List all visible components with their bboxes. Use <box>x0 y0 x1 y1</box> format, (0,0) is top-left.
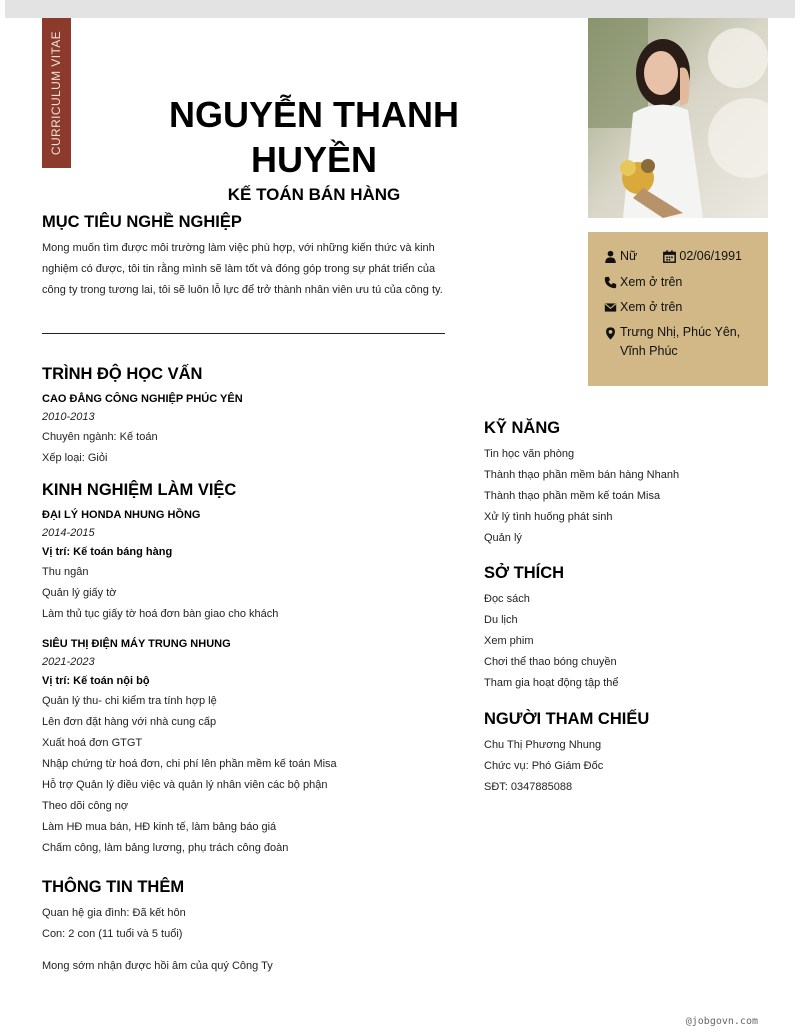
hobby-item: Du lịch <box>484 614 518 626</box>
job-role: Vị trí: Kế toán báng hàng <box>42 546 173 558</box>
person-icon <box>604 250 618 264</box>
hobbies-heading: SỞ THÍCH <box>484 564 565 582</box>
hobby-item: Chơi thể thao bóng chuyền <box>484 656 617 668</box>
address-value: Trưng Nhị, Phúc Yên, Vĩnh Phúc <box>620 324 741 358</box>
profile-photo <box>588 18 768 218</box>
job-title: KẾ TOÁN BÁN HÀNG <box>227 185 401 204</box>
hobbies-section <box>484 564 774 694</box>
hobby-item: Đọc sách <box>484 593 530 605</box>
hobby-item: Tham gia hoạt động tập thể <box>484 677 619 689</box>
job-task: Quản lý thu- chi kiểm tra tính hợp lệ <box>42 695 217 707</box>
watermark-text: @jobgovn.com <box>685 1016 758 1027</box>
additional-info-section <box>42 878 462 977</box>
job-task: Hỗ trợ Quản lý điều việc và quản lý nhân viên các bộ phận <box>42 779 328 791</box>
additional-info-line: Quan hệ gia đình: Đã kết hôn <box>42 907 186 919</box>
name-line-2: HUYỀN <box>250 139 378 180</box>
job-task: Thu ngân <box>42 566 89 578</box>
top-bar <box>5 0 795 18</box>
school-name: CAO ĐẲNG CÔNG NGHIỆP PHÚC YÊN <box>42 393 243 405</box>
phone-value: Xem ở trên <box>620 274 683 289</box>
cv-label: CURRICULUM VITAE <box>49 30 64 156</box>
dob-value: 02/06/1991 <box>679 249 742 263</box>
contact-row-phone <box>604 275 768 301</box>
job-period: 2021-2023 <box>42 656 95 668</box>
experience-section <box>42 481 462 859</box>
closing-line: Mong sớm nhận được hồi âm của quý Công Ty <box>42 960 273 972</box>
curriculum-vitae-tab <box>42 18 71 168</box>
company-name: SIÊU THỊ ĐIỆN MÁY TRUNG NHUNG <box>42 638 231 650</box>
name-line-1: NGUYỄN THANH <box>168 94 459 135</box>
skill-item: Xử lý tình huống phát sinh <box>484 511 613 523</box>
objective-text: Mong muốn tìm được môi trường làm việc phù hợp, với những kiến thức và kinh nghiệm có được, tôi tin rằng mình sẽ làm tốt và đóng góp trong sự phát triển của công ty trong tương lai, tôi sẽ luôn lỗ lực để trở thành nhân viên ưu tú của công ty. <box>42 242 443 296</box>
additional-info-heading: THÔNG TIN THÊM <box>42 878 185 896</box>
skills-section <box>484 419 774 549</box>
hobby-item: Xem phim <box>484 635 534 647</box>
job-entry <box>42 506 462 625</box>
job-task: Lên đơn đặt hàng với nhà cung cấp <box>42 716 217 728</box>
objective-heading: MỤC TIÊU NGHỀ NGHIỆP <box>42 213 242 231</box>
reference-item: Chu Thị Phương Nhung <box>484 739 602 751</box>
calendar-icon <box>663 250 677 264</box>
candidate-name <box>145 92 483 182</box>
map-pin-icon <box>604 327 618 341</box>
job-period: 2014-2015 <box>42 527 95 539</box>
skill-item: Thành thạo phần mềm kế toán Misa <box>484 490 661 502</box>
experience-heading: KINH NGHIỆM LÀM VIỆC <box>42 481 237 499</box>
email-value: Xem ở trên <box>620 300 683 314</box>
cv-page <box>5 18 795 1035</box>
job-task: Nhập chứng từ hoá đơn, chi phí lên phần mềm kế toán Misa <box>42 758 337 770</box>
job-task: Xuất hoá đơn GTGT <box>42 737 143 749</box>
education-grade: Xếp loại: Giỏi <box>42 452 108 464</box>
references-section <box>484 710 774 798</box>
job-task: Làm HĐ mua bán, HĐ kinh tế, làm bảng báo giá <box>42 821 277 833</box>
contact-row-gender-dob <box>604 249 768 275</box>
reference-item: SĐT: 0347885088 <box>484 781 573 793</box>
job-role: Vị trí: Kế toán nội bộ <box>42 675 150 687</box>
reference-item: Chức vụ: Phó Giám Đốc <box>484 760 604 772</box>
job-task: Chấm công, làm bảng lương, phụ trách công đoàn <box>42 842 289 854</box>
gender-value: Nữ <box>620 249 638 263</box>
contact-box <box>588 232 768 386</box>
skill-item: Thành thạo phần mềm bán hàng Nhanh <box>484 469 680 481</box>
section-divider <box>42 333 445 334</box>
skill-item: Quản lý <box>484 532 522 544</box>
skills-heading: KỸ NĂNG <box>484 419 561 437</box>
company-name: ĐẠI LÝ HONDA NHUNG HỒNG <box>42 509 201 521</box>
education-section <box>42 365 462 469</box>
envelope-icon <box>604 301 618 315</box>
job-task: Làm thủ tục giấy tờ hoá đơn bàn giao cho khách <box>42 608 279 620</box>
objective-section <box>42 213 452 301</box>
education-period: 2010-2013 <box>42 411 95 423</box>
job-entry <box>42 635 462 859</box>
job-task: Quản lý giấy tờ <box>42 587 117 599</box>
phone-icon <box>604 276 618 290</box>
references-heading: NGƯỜI THAM CHIẾU <box>484 710 650 728</box>
additional-info-line: Con: 2 con (11 tuổi và 5 tuổi) <box>42 928 183 940</box>
job-task: Theo dõi công nợ <box>42 800 129 812</box>
education-major: Chuyên ngành: Kế toán <box>42 431 158 443</box>
education-heading: TRÌNH ĐỘ HỌC VẤN <box>42 365 203 383</box>
skill-item: Tin học văn phòng <box>484 448 575 460</box>
contact-row-address <box>604 326 768 361</box>
